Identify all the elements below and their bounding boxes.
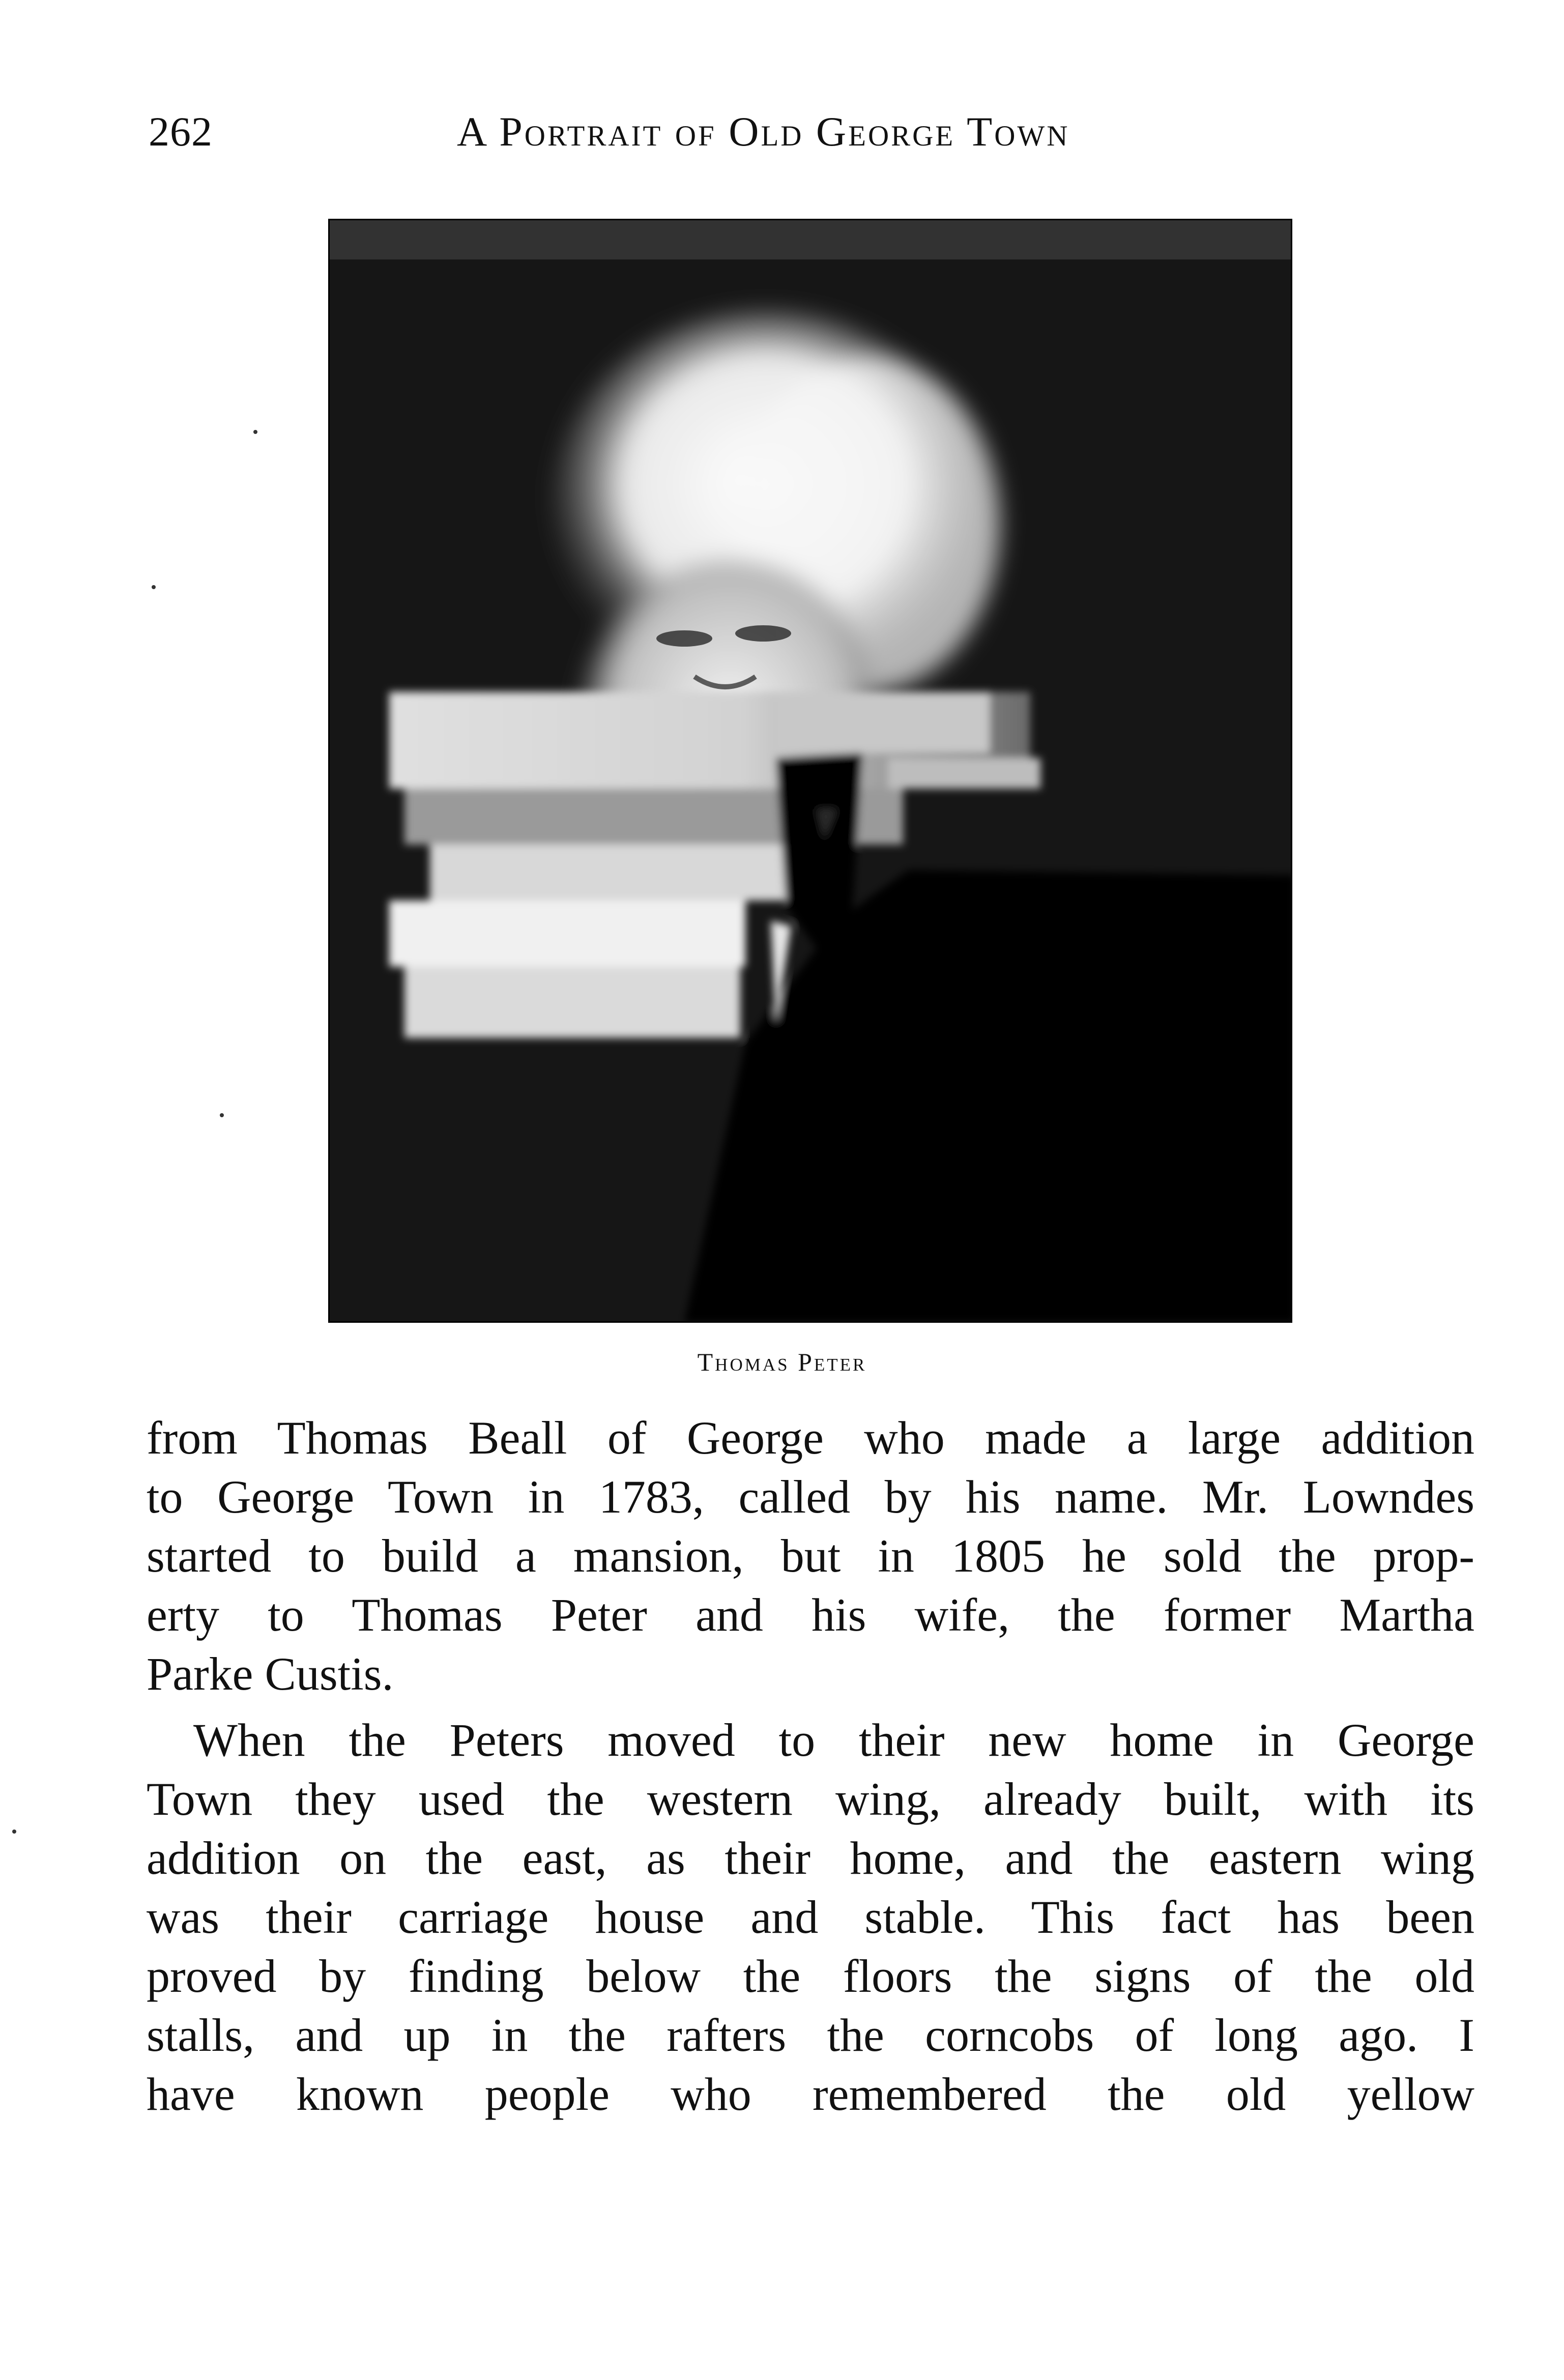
text-line: was their carriage house and stable. This fact has been xyxy=(147,1891,1474,1943)
text-line: erty to Thomas Peter and his wife, the former Martha xyxy=(147,1589,1474,1641)
scan-speck xyxy=(12,1830,16,1834)
text-line: Town they used the western wing, already built, with its xyxy=(147,1773,1474,1825)
text-line: Parke Custis. xyxy=(147,1648,394,1700)
text-line: proved by finding below the floors the signs of the old xyxy=(147,1950,1474,2002)
scan-speck xyxy=(152,585,156,589)
text-line: When the Peters moved to their new home in George xyxy=(193,1714,1474,1766)
page-number: 262 xyxy=(149,108,213,155)
scan-speck xyxy=(253,430,257,434)
paragraph-1 xyxy=(147,1408,1474,1703)
text-line: stalls, and up in the rafters the corncobs of long ago. I xyxy=(147,2009,1474,2061)
figure-caption: Thomas Peter xyxy=(697,1348,867,1376)
text-line: started to build a mansion, but in 1805 he sold the prop- xyxy=(147,1530,1474,1582)
text-line: addition on the east, as their home, and the eastern wing xyxy=(147,1832,1474,1884)
scan-speck xyxy=(220,1113,224,1117)
running-head: A Portrait of Old George Town xyxy=(457,108,1070,155)
body-text xyxy=(147,1408,1474,2124)
text-line: have known people who remembered the old yellow xyxy=(147,2068,1474,2120)
text-line: from Thomas Beall of George who made a large addition xyxy=(147,1412,1474,1464)
portrait-photo xyxy=(328,219,1292,1323)
paragraph-2 xyxy=(147,1710,1474,2124)
text-line: to George Town in 1783, called by his name. Mr. Lowndes xyxy=(147,1471,1474,1523)
